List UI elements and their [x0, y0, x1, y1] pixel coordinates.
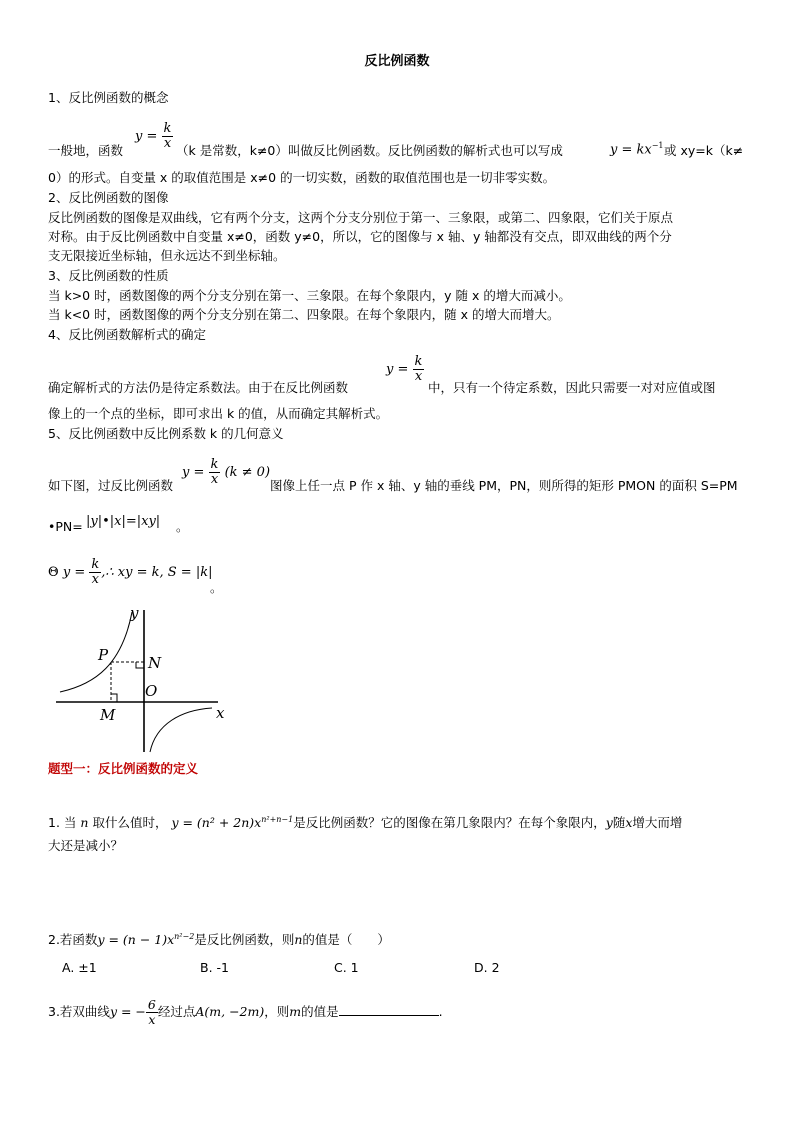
section-5-line-2c: 。	[176, 519, 189, 534]
section-4-heading: 4、反比例函数解析式的确定	[48, 327, 206, 342]
formula-y-eq-k-over-x: y = $\frac{k}{x}$	[135, 121, 172, 151]
answer-blank[interactable]	[339, 1003, 439, 1016]
question-2: 2.若函数$y = (n - 1)x^{n^2-2}$是反比例函数，则n的值是（ ）	[48, 932, 390, 948]
section-4-line-1a: 确定解析式的方法仍是待定系数法。由于在反比例函数	[48, 380, 349, 395]
option-A: A. ±1	[62, 960, 97, 975]
section-1-line-1a: 一般地，函数	[48, 143, 124, 158]
question-3: 3.若双曲线y = − $\frac{6}{x}$ 经过点A(m, −2m)，则m的值是 .	[48, 997, 443, 1027]
section-3-line-2: 当 k<0 时，函数图像的两个分支分别在第二、四象限。在每个象限内，随 x 的增大而增大。	[48, 307, 560, 322]
section-4-line-1b: 中，只有一个待定系数，因此只需要一对对应值或图	[428, 380, 716, 395]
option-D: D. 2	[474, 960, 500, 975]
question-1: 1. 当 n 取什么值时， $y = (n^2 + 2n)x^{n^2+n-1}$是反比例函数？它的图像在第几象限内？在每个象限内，y随x增大而增	[48, 815, 683, 831]
section-2-heading: 2、反比例函数的图像	[48, 190, 169, 205]
hyperbola-diagram	[56, 604, 236, 754]
formula-abs-product: |y|•|x|=|xy|	[86, 514, 161, 529]
section-5-line-1b: 图像上任一点 P 作 x 轴、y 轴的垂线 PM，PN，则所得的矩形 PMON 的面积 S=PM	[270, 478, 738, 493]
section-1-line-1c: 或 xy=k（k≠	[664, 143, 744, 158]
formula-y-eq-k-over-x-k-neq-0: y = $\frac{k}{x}$ (k ≠ 0)	[182, 457, 271, 487]
section-5-heading: 5、反比例函数中反比例系数 k 的几何意义	[48, 426, 284, 441]
section-5-line-1a: 如下图，过反比例函数	[48, 478, 174, 493]
label-P: P	[98, 646, 109, 664]
option-B: B. -1	[200, 960, 229, 975]
page-title: 反比例函数	[364, 54, 430, 69]
section-5-line-3-end: 。	[210, 580, 223, 595]
question-1-line-2: 大还是减小？	[48, 838, 124, 853]
right-angle-marker-N	[136, 662, 144, 668]
right-angle-marker-M	[111, 694, 117, 702]
type-1-heading: 题型一：反比例函数的定义	[48, 761, 199, 776]
label-y-axis: y	[130, 604, 139, 622]
hyperbola-branch-4th-quadrant	[150, 708, 212, 752]
section-3-heading: 3、反比例函数的性质	[48, 268, 169, 283]
section-1-heading: 1、反比例函数的概念	[48, 90, 169, 105]
label-N: N	[148, 654, 162, 672]
label-O: O	[145, 682, 158, 700]
option-C: C. 1	[334, 960, 359, 975]
formula-y-eq-k-over-x-2: y = $\frac{k}{x}$	[386, 354, 423, 384]
section-5-line-2a: •PN=	[48, 519, 83, 534]
section-2-line-2: 对称。由于反比例函数中自变量 x≠0，函数 y≠0，所以，它的图像与 x 轴、y 轴都没有交点，即双曲线的两个分	[48, 229, 672, 244]
section-4-line-2: 像上的一个点的坐标，即可求出 k 的值，从而确定其解析式。	[48, 406, 389, 421]
section-1-line-2: 0）的形式。自变量 x 的取值范围是 x≠0 的一切实数，函数的取值范围也是一切非零实数。	[48, 170, 556, 185]
formula-y-eq-kx-inverse: $y = kx^{-1}$	[610, 141, 664, 158]
label-M: M	[100, 706, 116, 724]
section-2-line-1: 反比例函数的图像是双曲线，它有两个分支，这两个分支分别位于第一、三象限，或第二、四象限，它们关于原点	[48, 210, 674, 225]
formula-therefore: Θ y = $\frac{k}{x}$ ,∴ xy = k, S = |k|	[48, 557, 213, 587]
section-1-line-1b: （k 是常数，k≠0）叫做反比例函数。反比例函数的解析式也可以写成	[176, 143, 563, 158]
section-2-line-3: 支无限接近坐标轴，但永远达不到坐标轴。	[48, 248, 286, 263]
hyperbola-branch-2nd-quadrant	[60, 612, 132, 692]
section-3-line-1: 当 k>0 时，函数图像的两个分支分别在第一、三象限。在每个象限内，y 随 x 的增大而减小。	[48, 288, 571, 303]
label-x-axis: x	[216, 704, 225, 722]
